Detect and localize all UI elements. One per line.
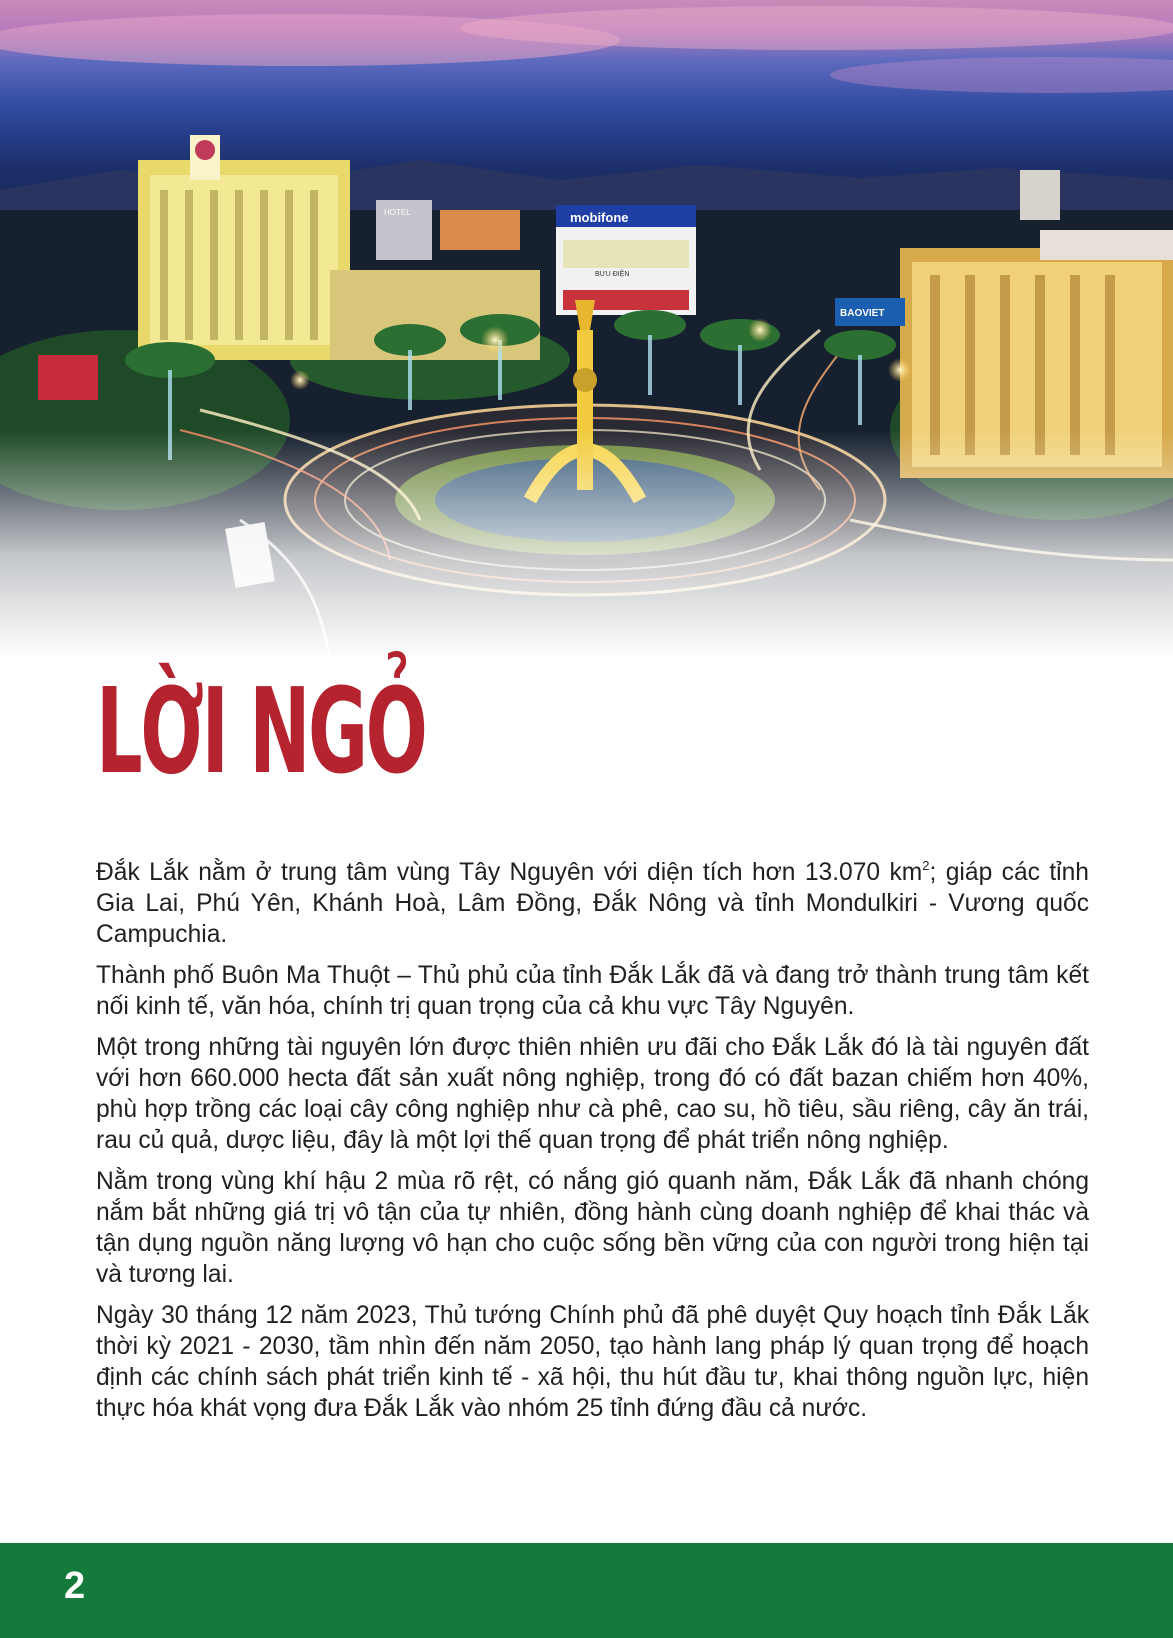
page-number: 2 bbox=[64, 1565, 86, 1607]
paragraph-2: Thành phố Buôn Ma Thuột – Thủ phủ của tỉnh Đắk Lắk đã và đang trở thành trung tâm kết nối kinh tế, văn hóa, chính trị quan trọng của cả khu vực Tây Nguyên. bbox=[96, 962, 1089, 1020]
paragraph-4: Nằm trong vùng khí hậu 2 mùa rõ rệt, có nắng gió quanh năm, Đắk Lắk đã nhanh chóng nắm bắt những giá trị vô tận của tự nhiên, đồng hành cùng doanh nghiệp để khai thác và tận dụng nguồn năng lượng vô hạn cho cuộc sống bền vững của con người trong hiện tại và tương lai. bbox=[96, 1168, 1089, 1288]
buudien-sign: BƯU ĐIỆN bbox=[595, 271, 630, 278]
page-title: LỜI NGỎ bbox=[96, 662, 426, 800]
paragraph-3: Một trong những tài nguyên lớn được thiên nhiên ưu đãi cho Đắk Lắk đó là tài nguyên đất với hơn 660.000 hecta đất sản xuất nông nghiệp, trong đó có đất bazan chiếm hơn 40%, phù hợp trồng các loại cây công nghiệp như cà phê, cao su, hồ tiêu, sầu riêng, cây ăn trái, rau củ quả, dược liệu, đây là một lợi thế quan trọng để phát triển nông nghiệp. bbox=[96, 1034, 1089, 1154]
body-text bbox=[96, 857, 1089, 1434]
paragraph-5: Ngày 30 tháng 12 năm 2023, Thủ tướng Chính phủ đã phê duyệt Quy hoạch tỉnh Đắk Lắk thời kỳ 2021 - 2030, tầm nhìn đến năm 2050, tạo hành lang pháp lý quan trọng để hoạch định các chính sách phát triển kinh tế - xã hội, thu hút đầu tư, khai thông nguồn lực, hiện thực hóa khát vọng đưa Đắk Lắk vào nhóm 25 tỉnh đứng đầu cả nước. bbox=[96, 1302, 1089, 1422]
paragraph-1 bbox=[96, 857, 1089, 950]
superscript-2: 2 bbox=[922, 858, 930, 873]
hotel-sign: HOTEL bbox=[384, 208, 411, 217]
city-night-photo bbox=[0, 0, 1173, 660]
mobifone-sign: mobifone bbox=[570, 210, 629, 225]
paragraph-1-end: ; giáp các tỉnh Gia Lai, Phú Yên, Khánh Hoà, Lâm Đồng, Đắk Nông và tỉnh Mondulkiri - Vương quốc Campuchia. bbox=[96, 859, 1089, 948]
footer-bar bbox=[0, 1543, 1173, 1638]
baoviet-sign: BAOVIET bbox=[840, 308, 885, 319]
paragraph-1-start: Đắk Lắk nằm ở trung tâm vùng Tây Nguyên với diện tích hơn 13.070 km bbox=[96, 859, 923, 886]
